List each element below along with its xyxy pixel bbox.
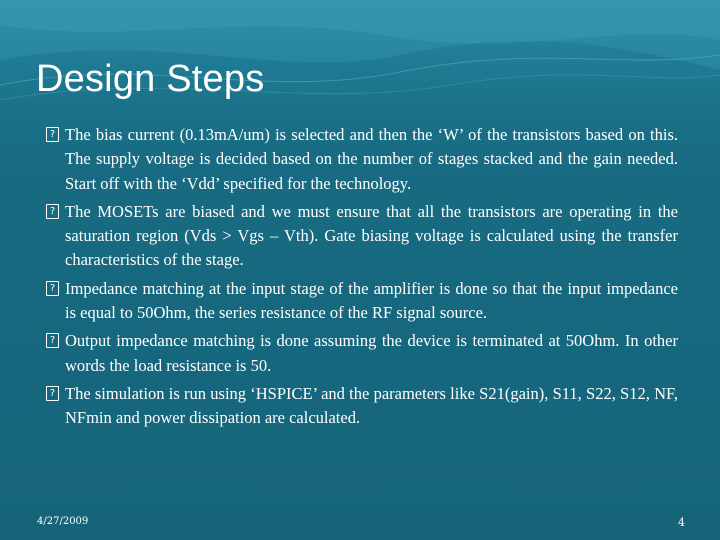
bullet-item [46, 123, 678, 196]
unknown-glyph-icon: ? [46, 204, 59, 219]
unknown-glyph-icon: ? [46, 127, 59, 142]
bullet-item [46, 200, 678, 273]
bullet-text: Output impedance matching is done assuming the device is terminated at 50Ohm. In other words the load resistance is 50. [65, 331, 678, 375]
bullet-item [46, 329, 678, 378]
slide-title: Design Steps [36, 58, 265, 100]
bullet-item [46, 277, 678, 326]
bullet-text: Impedance matching at the input stage of the amplifier is done so that the input impedance is equal to 50Ohm, the series resistance of the RF signal source. [65, 278, 678, 323]
footer-date: 4/27/2009 [37, 516, 89, 527]
unknown-glyph-icon: ? [46, 386, 59, 401]
bullet-item [46, 382, 678, 431]
bullet-text: The simulation is run using ‘HSPICE’ and the parameters like S21(gain), S11, S22, S12, NF, NFmin and power dissipation are calculated. [65, 383, 678, 428]
page-number: 4 [678, 516, 685, 529]
unknown-glyph-icon: ? [46, 281, 59, 296]
bullet-text: The bias current (0.13mA/um) is selected and then the ‘W’ of the transistors based on this. The supply voltage is decided based on the number of stages stacked and the gain needed. Start off with the ‘Vdd’ specified for the technology. [65, 125, 678, 193]
unknown-glyph-icon: ? [46, 333, 59, 348]
bullet-list [46, 123, 678, 435]
bullet-text: The MOSETs are biased and we must ensure that all the transistors are operating in the saturation region (Vds > Vgs – Vth). Gate biasing voltage is calculated using the transfer characteristics of the stage. [65, 201, 678, 270]
